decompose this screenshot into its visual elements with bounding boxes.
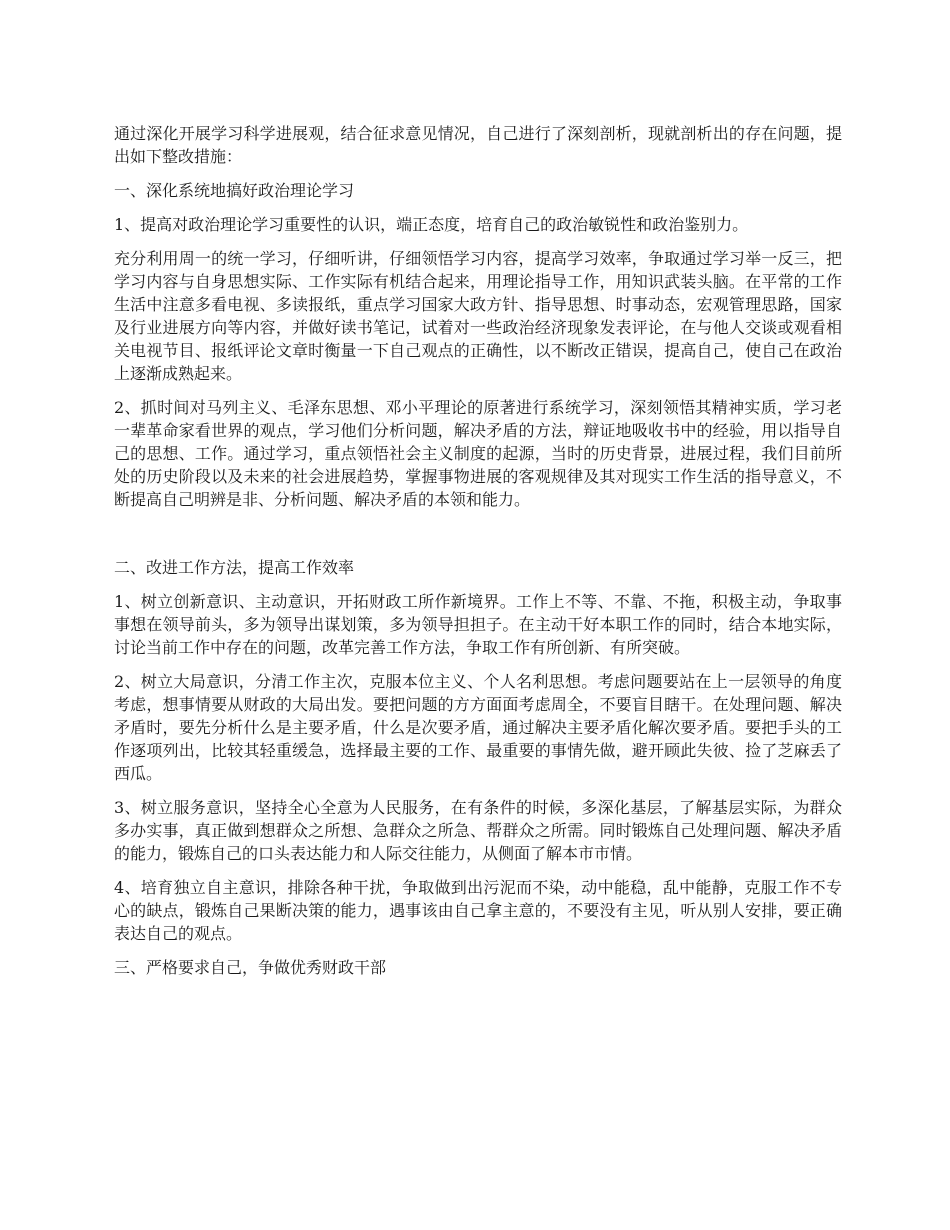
section-spacer [114, 522, 842, 556]
section-heading-3: 三、严格要求自己，争做优秀财政干部 [114, 958, 387, 977]
intro-paragraph: 通过深化开展学习科学进展观，结合征求意见情况，自己进行了深刻剖析，现就剖析出的存在问题，提出如下整改措施： [114, 124, 842, 166]
section2-paragraph-3: 3、树立服务意识，坚持全心全意为人民服务，在有条件的时候，多深化基层，了解基层实际，为群众多办实事，真正做到想群众之所想、急群众之所急、帮群众之所需。同时锻炼自己处理问题、解决矛盾的能力，锻炼自己的口头表达能力和人际交往能力，从侧面了解本市市情。 [114, 798, 842, 863]
section2-paragraph-1: 1、树立创新意识、主动意识，开拓财政工所作新境界。工作上不等、不靠、不拖，积极主动，争取事事想在领导前头，多为领导出谋划策，多为领导担担子。在主动干好本职工作的同时，结合本地实际，讨论当前工作中存在的问题，改革完善工作方法，争取工作有所创新、有所突破。 [114, 592, 842, 657]
section2-paragraph-4: 4、培育独立自主意识，排除各种干扰，争取做到出污泥而不染，动中能稳，乱中能静，克服工作不专心的缺点，锻炼自己果断决策的能力，遇事该由自己拿主意的，不要没有主见，听从别人安排，要正确表达自己的观点。 [114, 878, 842, 943]
section1-paragraph-3: 2、抓时间对马列主义、毛泽东思想、邓小平理论的原著进行系统学习，深刻领悟其精神实质，学习老一辈革命家看世界的观点，学习他们分析问题，解决矛盾的方法，辩证地吸收书中的经验，用以指导自己的思想、工作。通过学习，重点领悟社会主义制度的起源，当时的历史背景，进展过程，我们目前所处的历史阶段以及未来的社会进展趋势，掌握事物进展的客观规律及其对现实工作生活的指导意义，不断提高自己明辨是非、分析问题、解决矛盾的本领和能力。 [114, 398, 842, 509]
document-body [114, 122, 842, 990]
section-heading-2: 二、改进工作方法，提高工作效率 [114, 558, 355, 577]
section1-paragraph-1: 1、提高对政治理论学习重要性的认识，端正态度，培育自己的政治敏锐性和政治鉴别力。 [114, 215, 749, 234]
section2-paragraph-2: 2、树立大局意识，分清工作主次，克服本位主义、个人名利思想。考虑问题要站在上一层领导的角度考虑，想事情要从财政的大局出发。要把问题的方方面面考虑周全，不要盲目瞎干。在处理问题、解决矛盾时，要先分析什么是主要矛盾，什么是次要矛盾，通过解决主要矛盾化解次要矛盾。要把手头的工作逐项列出，比较其轻重缓急，选择最主要的工作、最重要的事情先做，避开顾此失彼、捡了芝麻丢了西瓜。 [114, 672, 842, 783]
section1-paragraph-2: 充分利用周一的统一学习，仔细听讲，仔细领悟学习内容，提高学习效率，争取通过学习举一反三，把学习内容与自身思想实际、工作实际有机结合起来，用理论指导工作，用知识武装头脑。在平常的工作生活中注意多看电视、多读报纸，重点学习国家大政方针、指导思想、时事动态，宏观管理思路，国家及行业进展方向等内容，并做好读书笔记，试着对一些政治经济现象发表评论，在与他人交谈或观看相关电视节目、报纸评论文章时衡量一下自己观点的正确性，以不断改正错误，提高自己，使自己在政治上逐渐成熟起来。 [114, 249, 842, 383]
section-heading-1: 一、深化系统地搞好政治理论学习 [114, 181, 355, 200]
